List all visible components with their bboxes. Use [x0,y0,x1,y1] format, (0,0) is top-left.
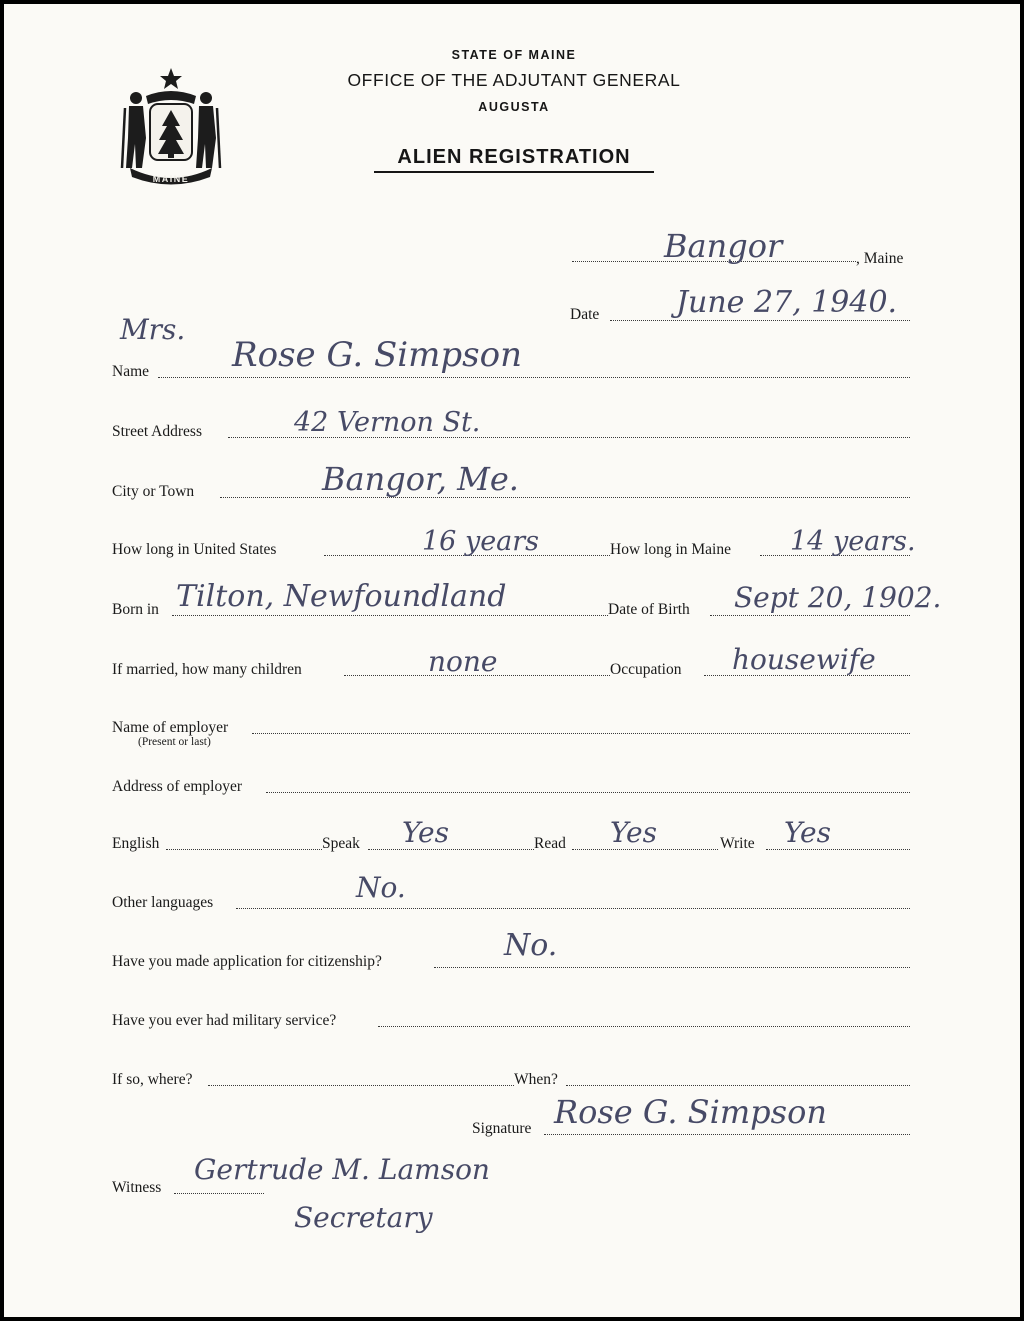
english-line [166,849,322,850]
how-long-us-value: 16 years [422,526,540,557]
signature-line [544,1134,910,1135]
how-long-us-label: How long in United States [112,541,277,558]
occupation-label: Occupation [610,661,682,678]
how-long-maine-label: How long in Maine [610,541,731,558]
children-value: none [428,645,498,678]
signature-label: Signature [472,1120,532,1137]
write-label: Write [720,835,755,852]
employer-address-label: Address of employer [112,778,242,795]
date-value: June 27, 1940. [676,285,898,320]
witness-line [174,1193,264,1194]
employer-name-label: Name of employer [112,719,229,736]
name-value: Rose G. Simpson [232,335,522,375]
signature-value: Rose G. Simpson [554,1093,827,1131]
registration-form-page [4,4,1020,1317]
employer-address-line [266,792,910,793]
occupation-value: housewife [732,643,876,676]
name-line [158,377,910,378]
when-label: When? [514,1071,558,1088]
witness-value: Gertrude M. Lamson [194,1153,490,1186]
speak-line [368,849,534,850]
employer-name-line [252,733,910,734]
read-label: Read [534,835,566,852]
dob-line [710,615,910,616]
place-value: Bangor [664,227,783,265]
dob-label: Date of Birth [608,601,690,618]
military-line [378,1026,910,1027]
city-label: City or Town [112,483,195,500]
employer-name-sublabel: (Present or last) [138,736,211,748]
witness-role: Secretary [294,1201,433,1234]
write-line [766,849,910,850]
citizenship-label: Have you made application for citizenship? [112,953,382,970]
when-line [566,1085,910,1086]
english-label: English [112,835,160,852]
name-title-value: Mrs. [120,313,186,346]
street-value: 42 Vernon St. [294,407,481,438]
name-label: Name [112,363,150,380]
seal-banner-text: MAINE [152,174,190,184]
where-label: If so, where? [112,1071,193,1088]
place-suffix: , Maine [856,250,904,267]
header-city: AUGUSTA [478,100,550,114]
date-line [610,320,910,321]
read-line [572,849,718,850]
witness-label: Witness [112,1179,162,1196]
city-value: Bangor, Me. [322,460,519,498]
form-title: ALIEN REGISTRATION [397,146,631,168]
born-in-line [172,615,608,616]
street-label: Street Address [112,423,202,440]
where-line [208,1085,514,1086]
header-office: OFFICE OF THE ADJUTANT GENERAL [347,70,681,90]
speak-label: Speak [322,835,360,852]
speak-value: Yes [402,816,449,849]
header-state: STATE OF MAINE [451,48,577,62]
citizenship-value: No. [504,928,558,963]
born-in-value: Tilton, Newfoundland [176,579,507,614]
maine-state-seal [116,64,226,188]
date-label: Date [570,306,600,323]
how-long-maine-value: 14 years. [790,526,916,557]
citizenship-line [434,967,910,968]
write-value: Yes [784,816,831,849]
title-underline [374,171,654,173]
born-in-label: Born in [112,601,159,618]
military-label: Have you ever had military service? [112,1012,337,1029]
children-label: If married, how many children [112,661,302,678]
dob-value: Sept 20, 1902. [734,581,942,614]
other-languages-label: Other languages [112,894,214,911]
other-languages-line [236,908,910,909]
read-value: Yes [610,816,657,849]
other-languages-value: No. [356,871,406,904]
